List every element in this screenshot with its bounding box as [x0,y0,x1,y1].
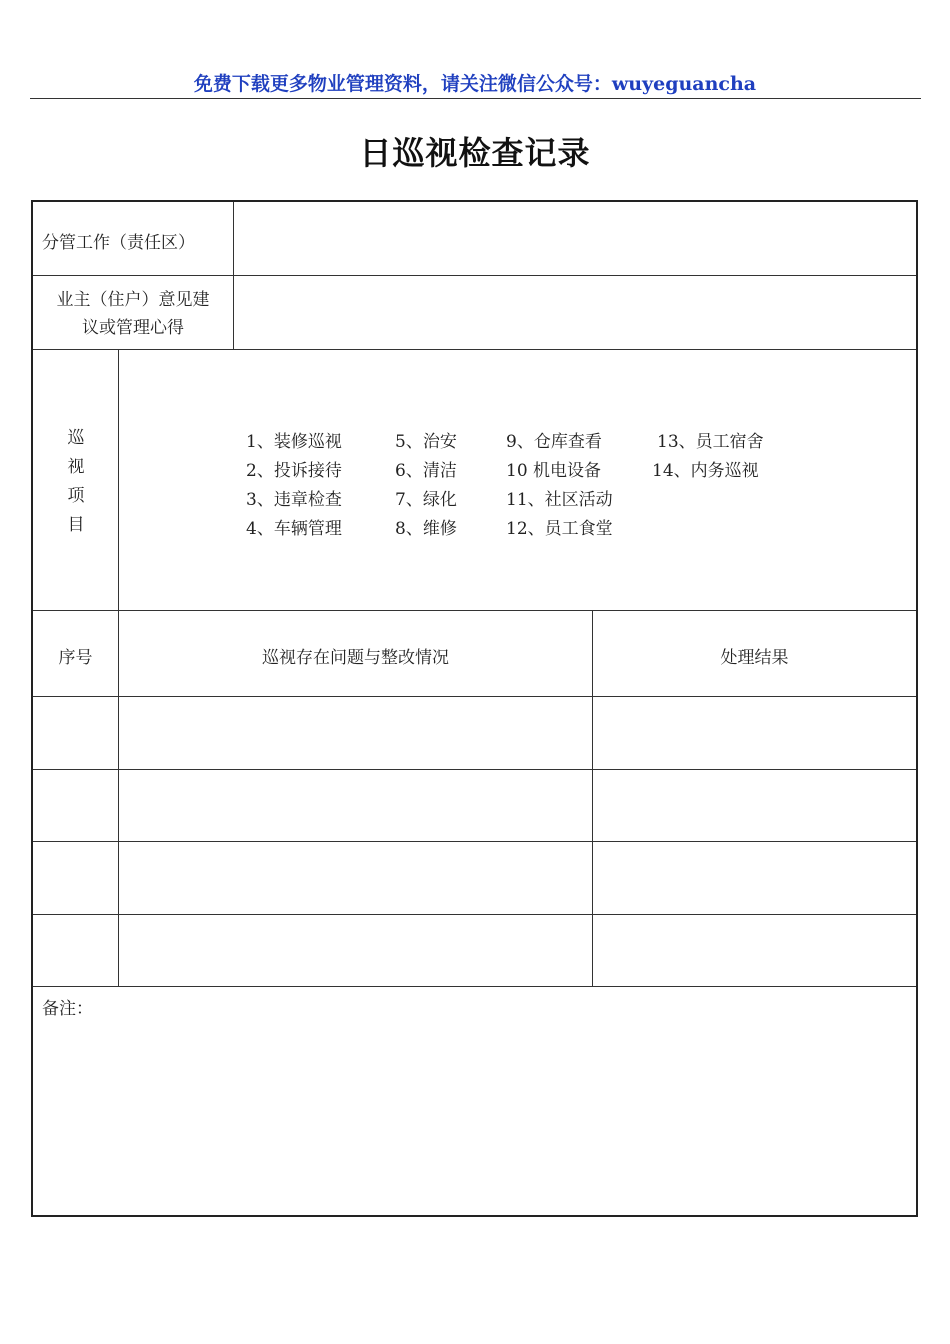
row-result-field[interactable] [593,770,916,841]
patrol-item: 9、仓库查看 [506,432,602,452]
row-issues-field[interactable] [119,770,592,841]
patrol-label-char: 视 [67,457,85,477]
column-divider [233,202,234,349]
row-divider [33,610,916,611]
owner-feedback-label-line2: 议或管理心得 [82,318,184,338]
patrol-item: 14、内务巡视 [652,461,759,481]
header-banner: 免费下载更多物业管理资料，请关注微信公众号：wuyeguancha [193,73,757,95]
patrol-label-char: 巡 [67,428,85,448]
column-header-seq: 序号 [58,648,93,668]
row-seq-field[interactable] [33,770,118,841]
column-header-issues: 巡视存在问题与整改情况 [262,648,449,668]
patrol-item: 6、清洁 [395,461,457,481]
owner-feedback-label [33,286,233,342]
page-title: 日巡视检查记录 [359,134,591,172]
patrol-item: 8、维修 [395,519,457,539]
patrol-item: 7、绿化 [395,490,457,510]
responsibility-area-label: 分管工作（责任区） [42,233,195,253]
patrol-label-char: 项 [67,486,85,506]
patrol-item: 1、装修巡视 [246,432,342,452]
row-issues-field[interactable] [119,842,592,914]
patrol-item: 5、治安 [395,432,457,452]
row-issues-field[interactable] [119,697,592,769]
row-divider [33,349,916,350]
patrol-item: 13、员工宿舍 [657,432,764,452]
inspection-form [31,200,918,1217]
owner-feedback-field[interactable] [235,276,916,349]
remarks-label: 备注： [42,999,93,1019]
patrol-item: 10 机电设备 [506,461,602,481]
patrol-items-label [33,424,119,540]
column-header-result: 处理结果 [720,648,789,668]
row-seq-field[interactable] [33,697,118,769]
header-divider [30,98,921,99]
owner-feedback-label-line1: 业主（住户）意见建 [56,290,210,310]
row-issues-field[interactable] [119,915,592,986]
patrol-item: 2、投诉接待 [246,461,342,481]
patrol-label-char: 目 [67,515,85,535]
patrol-item: 4、车辆管理 [246,519,342,539]
row-result-field[interactable] [593,842,916,914]
row-seq-field[interactable] [33,915,118,986]
row-result-field[interactable] [593,915,916,986]
row-result-field[interactable] [593,697,916,769]
row-seq-field[interactable] [33,842,118,914]
patrol-item: 3、违章检查 [246,490,342,510]
patrol-item: 12、员工食堂 [506,519,613,539]
row-divider [33,986,916,987]
patrol-item: 11、社区活动 [506,490,613,510]
responsibility-area-field[interactable] [235,202,916,275]
